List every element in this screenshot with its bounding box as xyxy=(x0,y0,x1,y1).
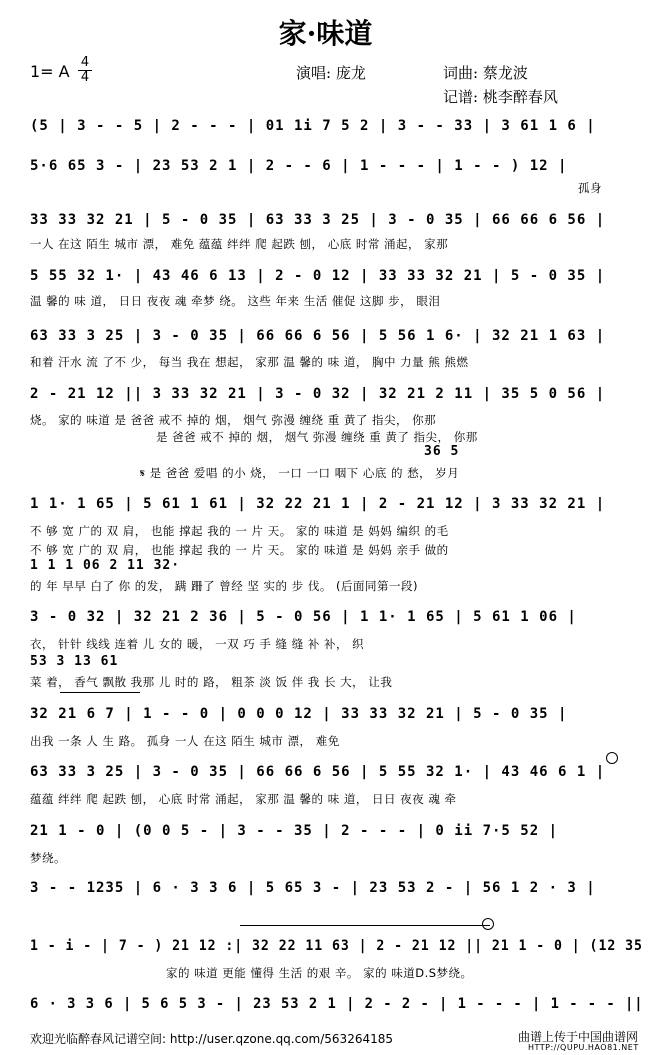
notation-row-9: 32 21 6 7 | 1 - - 0 | 0 0 0 12 | 33 33 32 21 | 5 - 0 35 | xyxy=(30,706,568,722)
transcriber-credit: 记谱: 桃李醉春风 xyxy=(443,88,558,106)
lyric-row-2: 孤身 xyxy=(578,181,602,195)
lyric-row-7c: 的 年 早早 白了 你 的发， 蹒 跚了 曾经 坚 实的 步 伐。 (后面同第一段) xyxy=(30,579,418,593)
notation-row-14: 6 · 3 3 6 | 5 6 5 3 - | 23 53 2 1 | 2 - 2 - | 1 - - - | 1 - - - || xyxy=(30,996,644,1012)
lyric-row-7b: 不 够 宽 广的 双 肩， 也能 撑起 我的 一 片 天。 家的 味道 是 妈妈 亲手 做的 xyxy=(30,543,449,557)
composer-credit: 词曲: 蔡龙波 xyxy=(443,64,528,82)
lyric-row-10: 蕴蕴 绊绊 爬 起跌 刨， 心底 时常 涌起， 家那 温 馨的 味 道， 日日 夜夜 魂 牵 xyxy=(30,792,457,806)
notation-row-4: 5 55 32 1· | 43 46 6 13 | 2 - 0 12 | 33 33 32 21 | 5 - 0 35 | xyxy=(30,268,606,284)
notation-row-7: 1 1· 1 65 | 5 61 1 61 | 32 22 21 1 | 2 - 21 12 | 3 33 32 21 | xyxy=(30,496,606,512)
key-signature: 1= A xyxy=(30,62,70,81)
coda-icon xyxy=(606,752,618,764)
notation-row-8-alt: 53 3 13 61 xyxy=(30,654,119,669)
footer-credit: 欢迎光临醉春风记谱空间: http://user.qzone.qq.com/563264185 xyxy=(30,1032,394,1046)
lyric-row-13: 家的 味道 更能 懂得 生活 的艰 辛。 家的 味道D.S梦绕。 xyxy=(166,966,473,980)
notation-row-6: 2 - 21 12 || 3 33 32 21 | 3 - 0 32 | 32 21 2 11 | 35 5 0 56 | xyxy=(30,386,606,402)
footer-watermark: 曲谱上传于中国曲谱网 xyxy=(518,1030,639,1044)
notation-row-10: 63 33 3 25 | 3 - 0 35 | 66 66 6 56 | 5 55 32 1· | 43 46 6 1 | xyxy=(30,764,606,780)
lyric-row-8a: 衣， 针针 线线 连着 儿 女的 暖， 一双 巧 手 缝 缝 补 补， 织 xyxy=(30,637,365,651)
lyric-row-3: 一人 在这 陌生 城市 漂， 难免 蕴蕴 绊绊 爬 起跌 刨， 心底 时常 涌起， 家那 xyxy=(30,237,449,251)
time-sig-top: 4 xyxy=(80,55,90,70)
lyric-row-8b: 菜 着， 香气 飘散 我那 儿 时的 路， 粗茶 淡 饭 伴 我 长 大， 让我 xyxy=(30,675,393,689)
notation-row-6-alt: 36 5 xyxy=(424,444,460,459)
notation-row-1: (5 | 3 - - 5 | 2 - - - | 01 1i 7 5 2 | 3 - - 33 | 3 61 1 6 | xyxy=(30,118,596,134)
lyric-row-5: 和着 汗水 流 了不 少， 每当 我在 想起， 家那 温 馨的 味 道， 胸中 力量 熊 熊燃 xyxy=(30,355,469,369)
volta-bracket xyxy=(240,925,490,926)
notation-row-13: 1 - i - | 7 - ) 21 12 :| 32 22 11 63 | 2 - 21 12 || 21 1 - 0 | (12 35 xyxy=(30,938,643,954)
lyric-row-6a: 烧。 家的 味道 是 爸爸 戒不 掉的 烟， 烟气 弥漫 缠绕 重 黄了 指尖， 你那 xyxy=(30,413,437,427)
notation-row-5: 63 33 3 25 | 3 - 0 35 | 66 66 6 56 | 5 56 1 6· | 32 21 1 63 | xyxy=(30,328,606,344)
singer-credit: 演唱: 庞龙 xyxy=(296,64,366,82)
lyric-row-11: 梦绕。 xyxy=(30,851,66,865)
lyric-row-6c: 𝄋 是 爸爸 爱唱 的小 烧， 一口 一口 咽下 心底 的 愁， 岁月 xyxy=(140,466,460,480)
notation-row-11: 21 1 - 0 | (0 0 5 - | 3 - - 35 | 2 - - - | 0 ii 7·5 52 | xyxy=(30,823,559,839)
triplet-bracket xyxy=(60,692,140,693)
lyric-row-7a: 不 够 宽 广的 双 肩， 也能 撑起 我的 一 片 天。 家的 味道 是 妈妈 编织 的毛 xyxy=(30,524,449,538)
notation-row-2: 5·6 65 3 - | 23 53 2 1 | 2 - - 6 | 1 - - - | 1 - - ) 12 | xyxy=(30,158,568,174)
lyric-row-4: 温 馨的 味 道， 日日 夜夜 魂 牵梦 绕。 这些 年来 生活 催促 这脚 步， 眼泪 xyxy=(30,294,441,308)
lyric-row-6b: 是 爸爸 戒不 掉的 烟， 烟气 弥漫 缠绕 重 黄了 指尖， 你那 xyxy=(156,430,478,444)
coda-icon-2 xyxy=(482,918,494,930)
song-title: 家·味道 xyxy=(278,17,373,50)
lyric-row-9: 出我 一条 人 生 路。 孤身 一人 在这 陌生 城市 漂， 难免 xyxy=(30,734,340,748)
time-sig-bottom: 4 xyxy=(78,70,92,85)
footer-watermark-url: HTTP://QUPU.HAO81.NET xyxy=(528,1043,639,1052)
notation-row-7-alt: 1 1 1 06 2 11 32· xyxy=(30,558,181,573)
time-signature xyxy=(78,56,92,85)
notation-row-3: 33 33 32 21 | 5 - 0 35 | 63 33 3 25 | 3 - 0 35 | 66 66 6 56 | xyxy=(30,212,606,228)
notation-row-8: 3 - 0 32 | 32 21 2 36 | 5 - 0 56 | 1 1· 1 65 | 5 61 1 06 | xyxy=(30,609,577,625)
notation-row-12: 3 - - 1235 | 6 · 3 3 6 | 5 65 3 - | 23 53 2 - | 56 1 2 · 3 | xyxy=(30,880,596,896)
